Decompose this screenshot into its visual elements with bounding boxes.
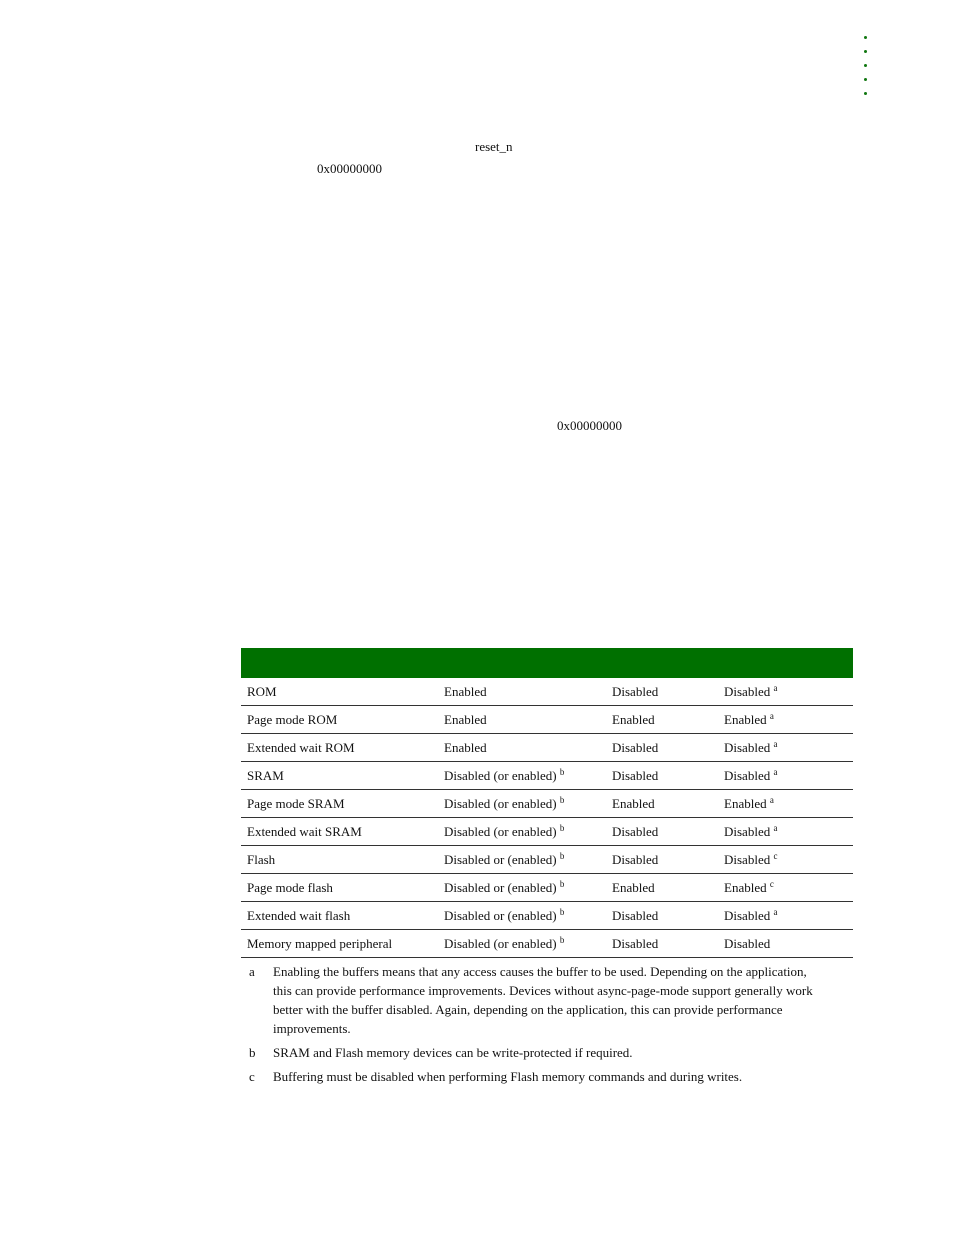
table-cell: Disabled $^a$	[718, 678, 853, 706]
table-row	[241, 846, 853, 874]
memory-type-cell: Extended wait ROM	[241, 734, 438, 762]
table-cell: Disabled	[606, 734, 718, 762]
table-cell: Disabled (or enabled) $^b$	[438, 818, 606, 846]
table-cell: Disabled	[606, 846, 718, 874]
footnote-text: Enabling the buffers means that any access causes the buffer to be used. Depending on the application, this can provide performance improvements. Devices without async-page-mode support generally work better with the buffer disabled. Again, depending on the application, this can provide performance improvements.	[273, 964, 813, 1036]
table-cell: Disabled (or enabled) $^b$	[438, 762, 606, 790]
table-cell: Disabled	[606, 818, 718, 846]
table-row	[241, 734, 853, 762]
table-cell: Disabled $^a$	[718, 902, 853, 930]
margin-dot-column	[864, 36, 870, 106]
table-header-cell	[241, 648, 438, 678]
table-cell: Enabled	[438, 734, 606, 762]
table-cell: Enabled	[606, 874, 718, 902]
table-cell: Disabled $^a$	[718, 734, 853, 762]
memory-buffer-table	[241, 648, 853, 958]
table-cell: Enabled $^a$	[718, 706, 853, 734]
table-cell: Disabled (or enabled) $^b$	[438, 790, 606, 818]
table-cell: Enabled $^a$	[718, 790, 853, 818]
table-cell: Disabled	[606, 678, 718, 706]
memory-type-cell: Page mode ROM	[241, 706, 438, 734]
table-cell: Disabled (or enabled) $^b$	[438, 930, 606, 958]
table-cell: Disabled or (enabled) $^b$	[438, 874, 606, 902]
table-cell: Enabled $^c$	[718, 874, 853, 902]
table-cell: Disabled	[718, 930, 853, 958]
table-cell: Disabled $^a$	[718, 762, 853, 790]
table-cell: Disabled or (enabled) $^b$	[438, 902, 606, 930]
table-cell: Enabled	[606, 706, 718, 734]
table-cell: Enabled	[438, 678, 606, 706]
footnote	[249, 1067, 819, 1086]
memory-type-cell: Flash	[241, 846, 438, 874]
table-row	[241, 790, 853, 818]
table-header-cell	[718, 648, 853, 678]
table-cell: Disabled	[606, 930, 718, 958]
table-header-cell	[438, 648, 606, 678]
memory-type-cell: Memory mapped peripheral	[241, 930, 438, 958]
footnote	[249, 962, 819, 1038]
memory-type-cell: Page mode flash	[241, 874, 438, 902]
margin-dot	[864, 92, 867, 95]
footnote-key: a	[249, 964, 255, 979]
footnote-key: b	[249, 1045, 256, 1060]
memory-type-cell: Extended wait SRAM	[241, 818, 438, 846]
table-cell: Disabled	[606, 902, 718, 930]
table-row	[241, 762, 853, 790]
table-header-row	[241, 648, 853, 678]
table-cell: Disabled $^a$	[718, 818, 853, 846]
memory-type-cell: ROM	[241, 678, 438, 706]
table-row	[241, 678, 853, 706]
table-cell: Disabled	[606, 762, 718, 790]
table-cell: Enabled	[438, 706, 606, 734]
margin-dot	[864, 78, 867, 81]
margin-dot	[864, 64, 867, 67]
memory-type-cell: SRAM	[241, 762, 438, 790]
table-cell: Disabled or (enabled) $^b$	[438, 846, 606, 874]
table-footnotes	[249, 962, 819, 1091]
table-row	[241, 930, 853, 958]
table-row	[241, 874, 853, 902]
table-row	[241, 706, 853, 734]
footnote	[249, 1043, 819, 1062]
table-row	[241, 818, 853, 846]
address-text: 0x00000000	[557, 418, 622, 433]
table-row	[241, 902, 853, 930]
footnote-text: Buffering must be disabled when performing Flash memory commands and during writes.	[273, 1069, 743, 1084]
signal-name-text: reset_n	[475, 139, 513, 154]
table-cell: Enabled	[606, 790, 718, 818]
memory-type-cell: Extended wait flash	[241, 902, 438, 930]
margin-dot	[864, 50, 867, 53]
address-text: 0x00000000	[317, 161, 382, 176]
footnote-key: c	[249, 1069, 255, 1084]
footnote-text: SRAM and Flash memory devices can be write-protected if required.	[273, 1045, 633, 1060]
memory-type-cell: Page mode SRAM	[241, 790, 438, 818]
margin-dot	[864, 36, 867, 39]
table-cell: Disabled $^c$	[718, 846, 853, 874]
table-header-cell	[606, 648, 718, 678]
